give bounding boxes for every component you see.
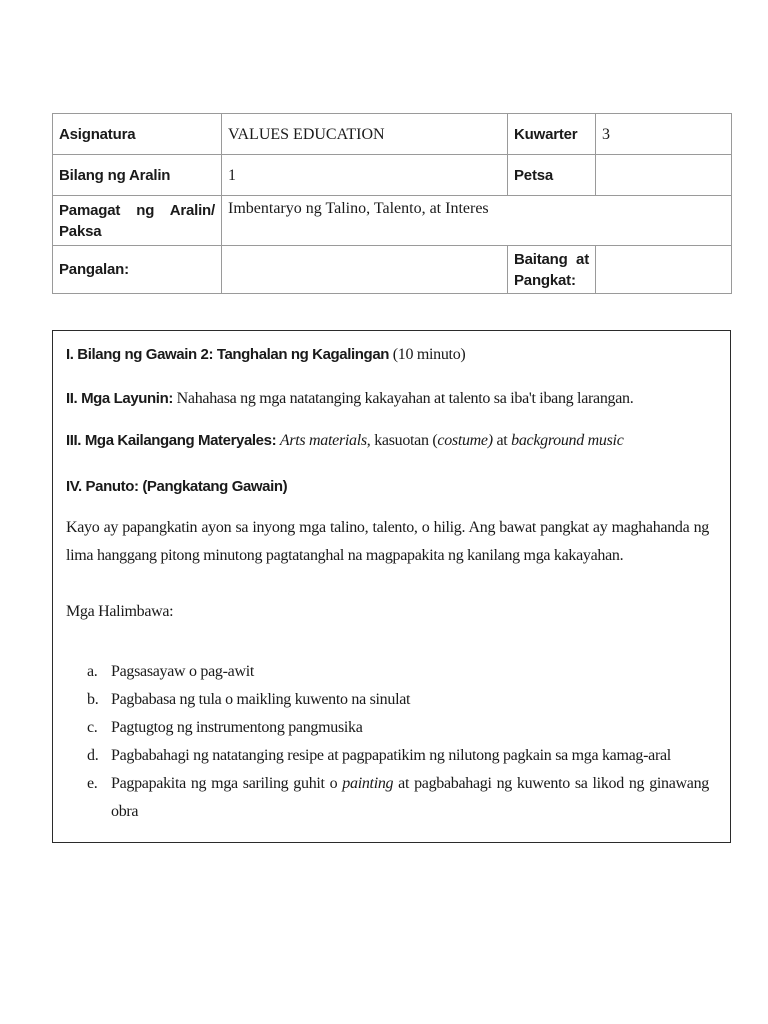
materials-label: III. Mga Kailangang Materyales: xyxy=(66,432,277,449)
examples-list xyxy=(66,658,709,826)
list-item-text-before: Pagpapakita ng mga sariling guhit o xyxy=(111,775,343,792)
list-marker: c. xyxy=(87,719,98,736)
pamagat-label-line1: Pamagat ng Aralin/ xyxy=(59,201,215,219)
section-materials xyxy=(66,427,709,455)
activity-box xyxy=(52,330,731,843)
table-row xyxy=(53,196,732,246)
materials-item-arts: Arts materials xyxy=(279,432,367,449)
section-instructions-title xyxy=(66,473,709,501)
kuwarter-label: Kuwarter xyxy=(508,114,596,155)
list-marker: d. xyxy=(87,747,99,764)
objectives-label: II. Mga Layunin: xyxy=(66,390,173,407)
materials-item-costume: costume) xyxy=(437,432,493,449)
list-item xyxy=(66,714,709,742)
pamagat-value: Imbentaryo ng Talino, Talento, at Interes xyxy=(222,196,732,246)
baitang-value xyxy=(596,246,732,294)
list-item-text xyxy=(111,775,709,820)
list-marker: b. xyxy=(87,691,99,708)
list-item xyxy=(66,742,709,770)
materials-text-1: , kasuotan ( xyxy=(366,432,438,449)
list-item-text: Pagbabasa ng tula o maikling kuwento na sinulat xyxy=(111,691,411,708)
pangalan-label: Pangalan: xyxy=(53,246,222,294)
examples-heading: Mga Halimbawa: xyxy=(66,603,174,620)
objectives-text: Nahahasa ng mga natatanging kakayahan at talento sa iba't ibang larangan. xyxy=(172,390,634,407)
table-row xyxy=(53,246,732,294)
bilang-value: 1 xyxy=(222,155,508,196)
list-item-text: Pagbabahagi ng natatanging resipe at pagpapatikim ng nilutong pagkain sa mga kamag-aral xyxy=(111,747,671,764)
list-marker: e. xyxy=(87,775,98,792)
instructions-label: IV. Panuto: (Pangkatang Gawain) xyxy=(66,478,288,495)
pangalan-value xyxy=(222,246,508,294)
list-item xyxy=(66,686,709,714)
materials-text-2: at xyxy=(492,432,512,449)
lesson-info-table xyxy=(52,113,732,294)
pamagat-label xyxy=(53,196,222,246)
list-marker: a. xyxy=(87,663,98,680)
baitang-label-line1: Baitang at xyxy=(514,250,589,268)
asignatura-label: Asignatura xyxy=(53,114,222,155)
list-item-text-italic: painting xyxy=(342,775,394,792)
list-item-text-after: at pagbabahagi ng kuwento sa likod ng ginawang obra xyxy=(111,775,710,820)
baitang-label-line2: Pangkat: xyxy=(514,271,576,289)
section-activity-title xyxy=(66,341,709,369)
petsa-label: Petsa xyxy=(508,155,596,196)
instructions-paragraph: Kayo ay papangkatin ayon sa inyong mga talino, talento, o hilig. Ang bawat pangkat ay maghahanda ng lima hanggang pitong minutong pagtatanghal na magpapakita ng kanilang mga kakayahan. xyxy=(66,519,709,564)
table-row xyxy=(53,114,732,155)
materials-item-music: background music xyxy=(511,432,624,449)
list-item-text: Pagtugtog ng instrumentong pangmusika xyxy=(111,719,363,736)
activity-title-label: I. Bilang ng Gawain 2: Tanghalan ng Kagalingan xyxy=(66,346,390,363)
kuwarter-value: 3 xyxy=(596,114,732,155)
list-item xyxy=(66,658,709,686)
activity-duration: (10 minuto) xyxy=(389,346,466,363)
pamagat-label-line2: Paksa xyxy=(59,222,102,240)
section-objectives xyxy=(66,385,709,413)
asignatura-value: VALUES EDUCATION xyxy=(222,114,508,155)
baitang-label xyxy=(508,246,596,294)
table-row xyxy=(53,155,732,196)
list-item xyxy=(66,770,709,826)
list-item-text: Pagsasayaw o pag-awit xyxy=(111,663,254,680)
bilang-label: Bilang ng Aralin xyxy=(53,155,222,196)
petsa-value xyxy=(596,155,732,196)
